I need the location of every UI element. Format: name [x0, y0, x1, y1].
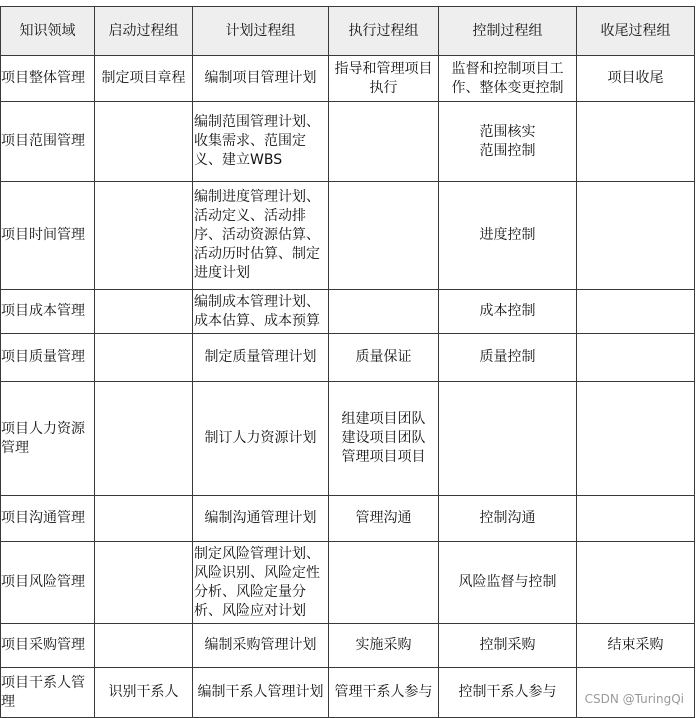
closing-cell: 结束采购 — [577, 624, 695, 668]
initiating-cell: 制定项目章程 — [95, 56, 193, 102]
table-row — [1, 102, 695, 182]
knowledge-cell: 项目时间管理 — [1, 182, 95, 290]
knowledge-cell: 项目成本管理 — [1, 290, 95, 334]
controlling-cell: 进度控制 — [439, 182, 577, 290]
table-row — [1, 290, 695, 334]
planning-cell: 编制沟通管理计划 — [193, 496, 329, 542]
executing-cell: 质量保证 — [329, 334, 439, 382]
closing-cell — [577, 102, 695, 182]
table-row — [1, 182, 695, 290]
controlling-cell: 风险监督与控制 — [439, 542, 577, 624]
header-planning: 计划过程组 — [193, 7, 329, 56]
closing-cell — [577, 182, 695, 290]
planning-cell: 编制范围管理计划、收集需求、范围定义、建立WBS — [193, 102, 329, 182]
header-initiating: 启动过程组 — [95, 7, 193, 56]
table-row — [1, 542, 695, 624]
knowledge-cell: 项目风险管理 — [1, 542, 95, 624]
closing-cell — [577, 334, 695, 382]
planning-cell: 编制成本管理计划、成本估算、成本预算 — [193, 290, 329, 334]
table-row — [1, 56, 695, 102]
controlling-cell: 控制干系人参与 — [439, 668, 577, 718]
controlling-cell: 监督和控制项目工作、整体变更控制 — [439, 56, 577, 102]
initiating-cell — [95, 182, 193, 290]
executing-cell: 管理沟通 — [329, 496, 439, 542]
planning-cell: 制定质量管理计划 — [193, 334, 329, 382]
planning-cell: 编制项目管理计划 — [193, 56, 329, 102]
controlling-cell — [439, 382, 577, 496]
controlling-cell: 质量控制 — [439, 334, 577, 382]
initiating-cell — [95, 542, 193, 624]
controlling-cell: 范围核实 范围控制 — [439, 102, 577, 182]
closing-cell — [577, 382, 695, 496]
executing-cell: 实施采购 — [329, 624, 439, 668]
planning-cell: 编制进度管理计划、活动定义、活动排序、活动资源估算、活动历时估算、制定进度计划 — [193, 182, 329, 290]
table-row — [1, 624, 695, 668]
closing-cell — [577, 542, 695, 624]
header-closing: 收尾过程组 — [577, 7, 695, 56]
initiating-cell — [95, 496, 193, 542]
initiating-cell — [95, 290, 193, 334]
knowledge-cell: 项目整体管理 — [1, 56, 95, 102]
executing-cell: 管理干系人参与 — [329, 668, 439, 718]
knowledge-cell: 项目范围管理 — [1, 102, 95, 182]
executing-cell — [329, 542, 439, 624]
closing-cell — [577, 496, 695, 542]
header-row — [1, 7, 695, 56]
planning-cell: 制定风险管理计划、风险识别、风险定性分析、风险定量分析、风险应对计划 — [193, 542, 329, 624]
watermark: CSDN @TuringQi — [584, 692, 684, 706]
initiating-cell — [95, 102, 193, 182]
closing-cell — [577, 290, 695, 334]
knowledge-cell: 项目质量管理 — [1, 334, 95, 382]
closing-cell: 项目收尾 — [577, 56, 695, 102]
knowledge-cell: 项目干系人管理 — [1, 668, 95, 718]
knowledge-cell: 项目人力资源管理 — [1, 382, 95, 496]
table-body — [1, 56, 695, 718]
controlling-cell: 成本控制 — [439, 290, 577, 334]
executing-cell: 指导和管理项目执行 — [329, 56, 439, 102]
controlling-cell: 控制沟通 — [439, 496, 577, 542]
header-knowledge-area: 知识领域 — [1, 7, 95, 56]
knowledge-cell: 项目采购管理 — [1, 624, 95, 668]
initiating-cell: 识别干系人 — [95, 668, 193, 718]
controlling-cell: 控制采购 — [439, 624, 577, 668]
process-group-table — [0, 6, 695, 718]
executing-cell — [329, 290, 439, 334]
table-row — [1, 496, 695, 542]
initiating-cell — [95, 624, 193, 668]
table-row — [1, 334, 695, 382]
executing-cell — [329, 182, 439, 290]
executing-cell — [329, 102, 439, 182]
header-controlling: 控制过程组 — [439, 7, 577, 56]
planning-cell: 编制干系人管理计划 — [193, 668, 329, 718]
planning-cell: 制订人力资源计划 — [193, 382, 329, 496]
knowledge-cell: 项目沟通管理 — [1, 496, 95, 542]
planning-cell: 编制采购管理计划 — [193, 624, 329, 668]
initiating-cell — [95, 382, 193, 496]
initiating-cell — [95, 334, 193, 382]
header-executing: 执行过程组 — [329, 7, 439, 56]
executing-cell: 组建项目团队 建设项目团队 管理项目项目 — [329, 382, 439, 496]
table-row — [1, 382, 695, 496]
